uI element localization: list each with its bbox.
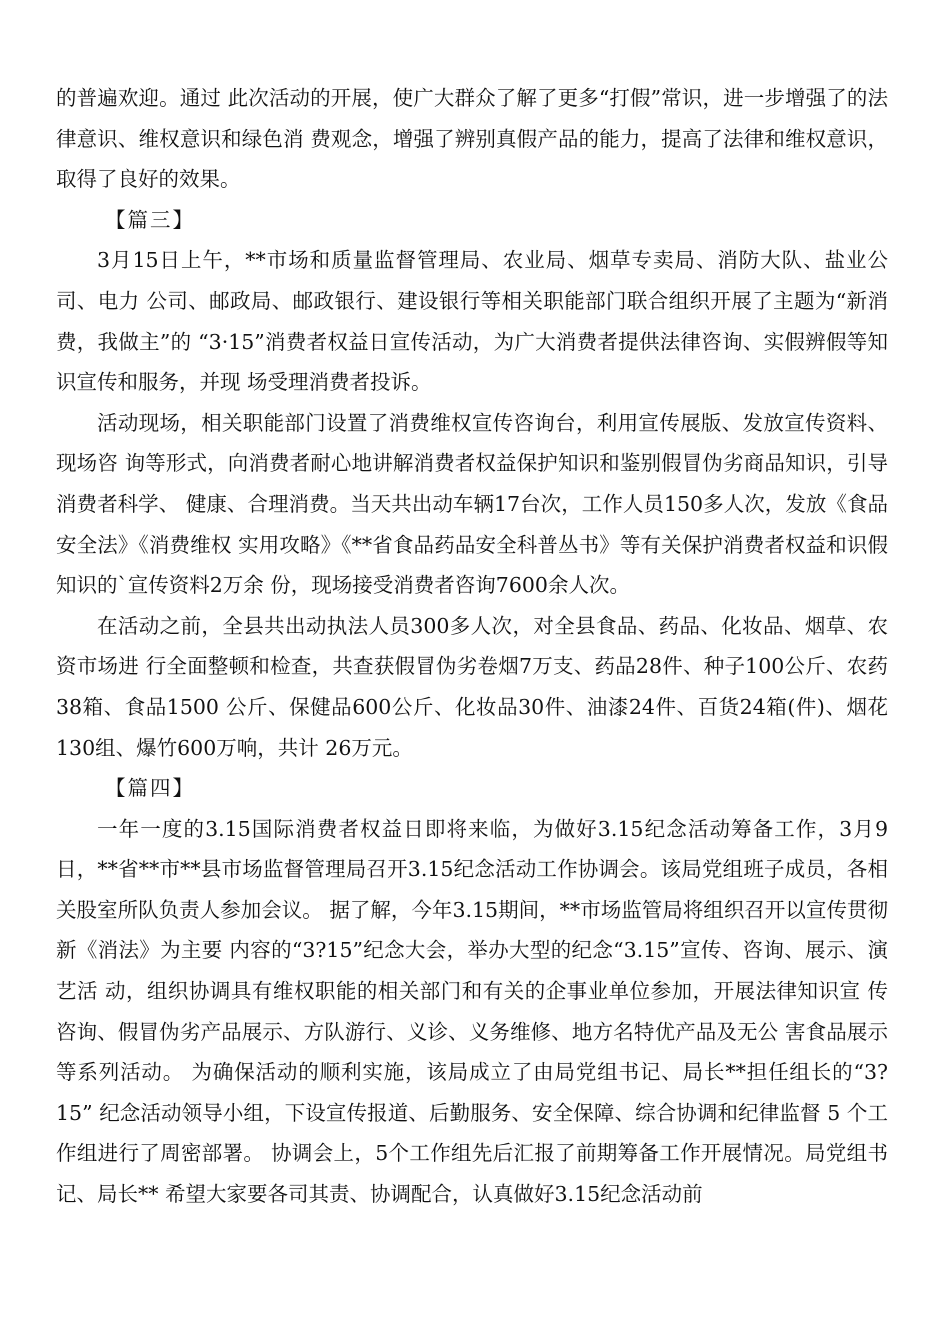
paragraph-part-four-meeting: 一年一度的3.15国际消费者权益日即将来临，为做好3.15纪念活动筹备工作，3月9 日，**省**市**县市场监督管理局召开3.15纪念活动工作协调会。该局党组班子成员，各相关股室所队负责人参加会议。 据了解，今年3.15期间，**市场监管局将组织召开以宣传贯彻新《消法》为主要 内容的“3?15”纪念大会，举办大型的纪念“3.15”宣传、咨询、展示、演艺活 动，组织协调具有维权职能的相关部门和有关的企事业单位参加，开展法律知识宣 传咨询、假冒伪劣产品展示、方队游行、义诊、义务维修、地方名特优产品及无公 害食品展示等系列活动。 为确保活动的顺利实施，该局成立了由局党组书记、局长**担任组长的“3?15” 纪念活动领导小组，下设宣传报道、后勤服务、安全保障、综合协调和纪律监督 5 个工作组进行了周密部署。 协调会上，5个工作组先后汇报了前期筹备工作开展情况。局党组书记、局长** 希望大家要各司其责、协调配合，认真做好3.15纪念活动前 (56, 816, 888, 1207)
section-heading-part-three: 【篇三】 (105, 207, 195, 232)
paragraph-part-three-inspection: 在活动之前，全县共出动执法人员300多人次，对全县食品、药品、化妆品、烟草、农资市场进 行全面整顿和检查，共查获假冒伪劣卷烟7万支、药品28件、种子100公斤、农药38箱、食品1500 公斤、保健品600公斤、化妆品30件、油漆24件、百货24箱(件)、烟花130组、爆竹600万响，共计 26万元。 (56, 613, 888, 760)
paragraph-part-three-scene: 活动现场，相关职能部门设置了消费维权宣传咨询台，利用宣传展版、发放宣传资料、现场咨 询等形式，向消费者耐心地讲解消费者权益保护知识和鉴别假冒伪劣商品知识，引导消费者科学、 健康、合理消费。当天共出动车辆17台次，工作人员150多人次，发放《食品安全法》《消费维权 实用攻略》《**省食品药品安全科普丛书》等有关保护消费者权益和识假知识的`宣传资料2万余 份，现场接受消费者咨询7600余人次。 (56, 410, 888, 598)
paragraph-part-three-event: 3月15日上午，**市场和质量监督管理局、农业局、烟草专卖局、消防大队、盐业公司、电力 公司、邮政局、邮政银行、建设银行等相关职能部门联合组织开展了主题为“新消费，我做主”的 “3·15”消费者权益日宣传活动，为广大消费者提供法律咨询、实假辨假等知识宣传和服务，并现 场受理消费者投诉。 (56, 248, 888, 395)
document-page (56, 78, 888, 1215)
paragraph-intro-continuation: 的普遍欢迎。通过 此次活动的开展，使广大群众了解了更多“打假”常识，进一步增强了的法律意识、维权意识和绿色消 费观念，增强了辨别真假产品的能力，提高了法律和维权意识，取得了良好的效果。 (56, 86, 888, 192)
section-heading-part-four: 【篇四】 (105, 776, 195, 801)
